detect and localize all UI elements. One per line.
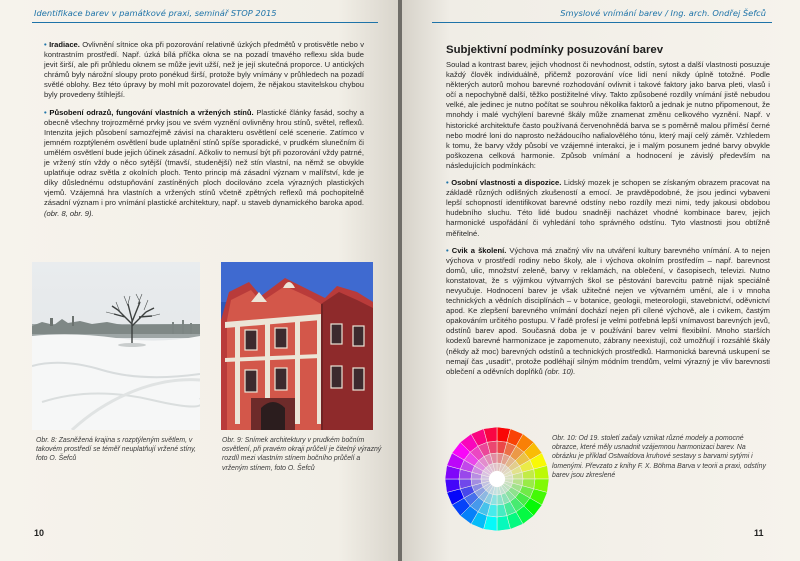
bullet-icon: •: [446, 178, 452, 188]
page-number-right: 11: [754, 528, 764, 538]
caption-obr-9: Obr. 9: Snímek architektury v prudkém bočním osvětlení, při pravém okraji průčelí je čitelný výrazný rozdíl mezi vlastním stínem bočního průčelí a vrženým stínem, foto O. Šefců: [222, 437, 382, 472]
header-rule-left: [32, 22, 378, 23]
bullet-icon: •: [446, 245, 452, 255]
running-head-left: Identifikace barev v památkové praxi, seminář STOP 2015: [34, 8, 277, 18]
page-number-left: 10: [34, 528, 45, 538]
header-rule-right: [432, 22, 772, 23]
caption-obr-8: Obr. 8: Zasněžená krajina s rozptýleným světlem, v takovém prostředí se téměř neuplatňují vržené stíny, foto O. Šefců: [36, 437, 196, 463]
left-text-column: [44, 40, 364, 226]
photo-baroque-facade: [221, 262, 373, 430]
paragraph-odrazy-stiny: • Působení odrazů, fungování vlastních a vržených stínů. Plastické články fasád, sochy a obecně všechny trojrozměrné prvky jsou ve svém vyznění ovlivněny hrou stínů, světel, reflexů. Intenzita jejich působení samozřejmě závisí na charakteru osvětlení celé scenerie. Zatímco v jemném rozptýleném osvětlení bude uplatnění stínů spíše sporadické, v prudkém slunečním či umělém osvětlení bude jejich účinek zásadní. Ačkoliv to nemusí být při pozorování vždy patrné, je vržený stín vždy o něco sytější (tmavší, studenější) než stín vlastní, na němž se obvykle uplatňuje odraz světla z okolních ploch. Tento princip má zásadní význam v malířství, kde je díky důslednému odstupňování zastíněných ploch docilováno zcela výrazných plastických vjemů. Vzájemná hra vlastních a vržených stínů včetně zpětných reflexů má pochopitelně zásadní význam i pro vnímání plastické architektury, např. u staveb dynamického baroka apod. (obr. 8, obr. 9).: [44, 107, 364, 218]
paragraph-intro: Soulad a kontrast barev, jejich vhodnost či nevhodnost, odstín, sytost a další vlastnosti posuzuje každý člověk individuálně, přičemž pozorování více lidí není nikdy úplně totožné. Podle některých autorů mohou barevné rozhodování ovlivnit i takové faktory jako barva pleti, vlasů i očí a nepochybně další, těžko postižitelné vlivy. Takto způsobené rozdíly vnímání jistě nebudou velké, ale jedinec je nutno počítat se souhrou několika faktorů a jednak je nutno připomenout, že mnohdy i malé vychýlení barevné škály může znamenat změnu celkového vyznění. Např. v historické architektuře často používaná červenohnědá barva se s poměrně malou příměsí černé nebo modré loni do naprosto nežádoucího nafialovělého tónu, který mají celý záměr. Vzhledem k tomu, že barvy vždy působí ve vzájemné interakci, je i malým posunem jedné barvy obvykle poškozena celková harmonie. Způsob vnímání a hodnocení je závislý především na následujících podmínkách:: [446, 60, 770, 170]
bullet-icon: •: [44, 40, 50, 49]
ostwald-color-wheel: [442, 424, 552, 534]
right-page: [402, 0, 800, 561]
bullet-icon: •: [44, 107, 50, 117]
paragraph-cvik-skoleni: • Cvik a školení. Výchova má značný vliv na utváření kultury barevného vnímání. A to nejen výchova v prostředí rodiny nebo školy, ale i výchova okolním prostředím – např. barevnost domů, ulic, množství zeleně, barvy v reklamách, na oblečení, v časopisech, televizi. Nutno konstatovat, že s výjimkou výtvarných škol se pěstování barevcitu patrně nijak speciálně nevyučuje. Hodnocení barev je však užitečné nejen ve výtvarném umění, ale i v mnoha technických a vědních disciplínách – v botanice, geologii, meteorologii, stavebnictví, oděvnictví apod. Ke zlepšení barevného vnímání dochází nejen při cílené výchově, ale i cvikem, častým opakováním určitého postupu. V řadě profesí je velmi potřebná lepší vnímavost barevných jevů, odstínů barev apod. Současná doba je v používání barev velmi flexibilní. Mnoho starších kodexů barevné harmonizace je zapomenuto, zábrany neexistují, což umožňují i rozsáhlé škály (někdy až moc) barevných odstínů a technických prostředků. Harmonická barevná uskupení se nemají čas „usadit“, protože podléhají silným módním trendům, velmi výrazný je vliv barevnosti oblečení a oděvních doplňků (obr. 10).: [446, 245, 771, 376]
section-title: Subjektivní podmínky posuzování barev: [446, 44, 664, 56]
caption-obr-10: Obr. 10: Od 19. století začaly vznikat různé modely a pomocné obrazce, které měly usnadnit vzájemnou harmonizaci barev. Na obrázku je příklad Ostwaldova kruhové sestavy s barvami sytými i lomenými. Převzato z knihy F. X. Böhma Barva v teorii a praxi, odstíny barev jsou zkreslené: [552, 435, 766, 479]
paragraph-osobni-vlastnosti: • Osobní vlastnosti a dispozice. Lidský mozek je schopen se získaným obrazem pracovat na základě různých odlišných zkušeností a emocí. Je pravděpodobné, že jsou jedinci vybaveni lepší schopností identifikovat barevné odstíny nebo rozdíly mezi nimi, tedy jakousi obdobou hudebního sluchu. Této lidé budou snadněji nacházet vhodné kombinace barev, jejich harmonické uspořádání či vyhledání toho správného odstínu. Tyto vlastnosti jsou obtížně měřitelné.: [446, 178, 770, 238]
color-wheel-center: [489, 471, 505, 487]
paragraph-iradiace: • Iradiace. Ovlivnění sítnice oka při pozorování relativně úzkých předmětů v protisvětle nebo v kontrastním prostředí. Např. úzká bílá příčka okna se na pozadí tmavého reflexu skla bude jevit širší, ale při průhledu oknem se může jevit užší, než je její skutečná proporce. U antických chrámů byly nárožní sloupy proto ponékud širší, protože byly vnímány v průhledech na pozadí světlé oblohy. Bez této úpravy by mohl mít pozorovatel dojem, že nějakou stavitelskou chybou byly provedeny štíhlejší.: [44, 40, 364, 100]
color-wheel-figure: [442, 424, 552, 534]
photo-snowy-landscape: [32, 262, 200, 430]
left-page: [0, 0, 398, 561]
running-head-right: Smyslové vnímání barev / Ing. arch. Ondřej Šefců: [560, 8, 766, 18]
right-text-column: [446, 60, 770, 384]
